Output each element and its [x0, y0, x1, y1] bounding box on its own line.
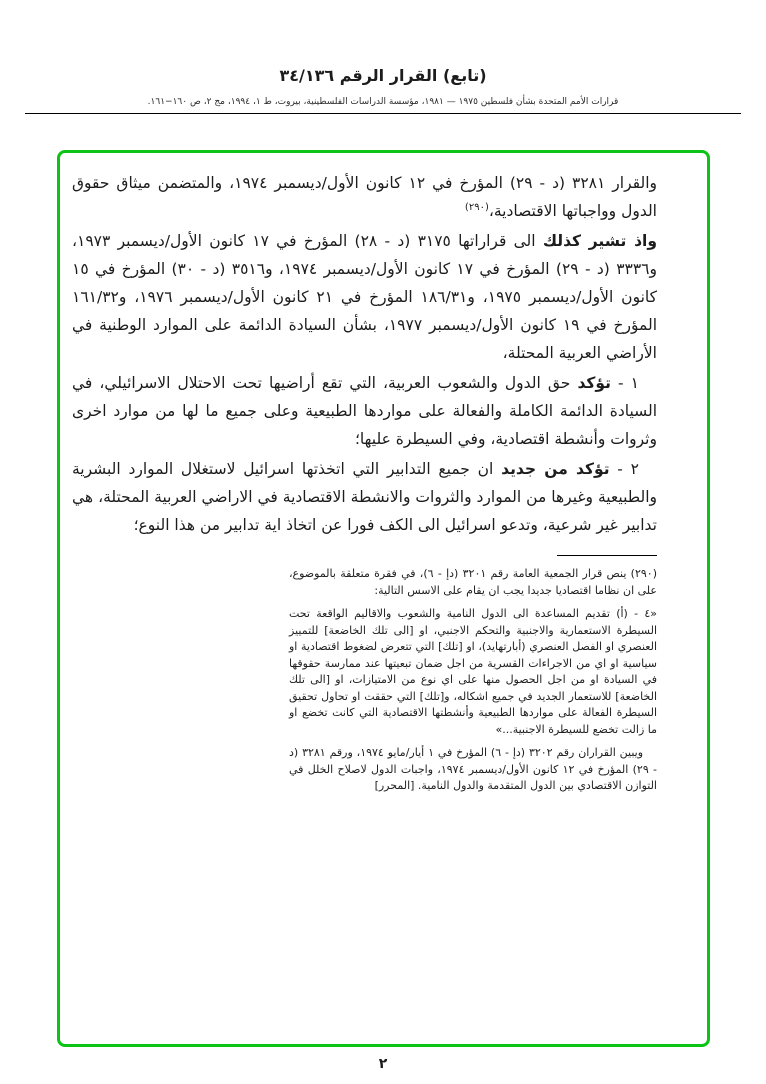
item-number: ٢ -	[609, 460, 639, 478]
page-title: (تابع) القرار الرقم ٣٤/١٣٦	[279, 66, 487, 85]
paragraph-text: حق الدول والشعوب العربية، التي تقع أراضيها تحت الاحتلال الاسرائيلي، في السيادة الدائمة الكاملة والفعالة على مواردها الطبيعية وعلى جميع ما لها من موارد اخرى وثروات وأنشطة اقتصادية، وفي السيطرة عليها؛	[72, 374, 657, 448]
item-number: ١ -	[610, 374, 639, 392]
bold-lead: تؤكد	[577, 374, 611, 392]
footnote-paragraph: ويبين القراران رقم ٣٢٠٢ (دإ - ٦) المؤرخ في ١ أيار/مايو ١٩٧٤، ورقم ٣٢٨١ (د - ٢٩) المؤرخ في ١٢ كانون الأول/ديسمبر ١٩٧٤، واجبات الدول لاصلاح الخلل في التوازن الاقتصادي بين الدول المتقدمة والدول النامية. [المحرر]	[289, 746, 658, 792]
footnote-divider	[557, 555, 657, 556]
paragraph-text: والقرار ٣٢٨١ (د - ٢٩) المؤرخ في ١٢ كانون الأول/ديسمبر ١٩٧٤، والمتضمن ميثاق حقوق الدول وواجباتها الاقتصادية،	[72, 174, 658, 220]
footnote-paragraph: (٢٩٠) ينص قرار الجمعية العامة رقم ٣٢٠١ (دإ - ٦)، في فقرة متعلقة بالموضوع، على ان نظاما اقتصاديا جديدا يجب ان يقام على الاسس التالية:	[289, 567, 657, 597]
footnote-paragraph: «٤ - (أ) تقديم المساعدة الى الدول النامية والشعوب والاقاليم الواقعة تحت السيطرة الاستعمارية والاجنبية والتحكم الاجنبي، او [الى تلك الخاضعة] للتمييز العنصري او الفصل العنصري (أبارتهايد)، او [تلك] التي تتعرض لضغوط اقتصادية او سياسية او اي من الاجراءات القسرية من اجل ضمان تبعيتها عند ممارسة حقوقها في السيادة او من اجل الحصول منها على اي نوع من الامتيازات، او [الى تلك الخاضعة] للاستعمار الجديد في جميع اشكاله، و[تلك] التي حققت او تحاول تحقيق السيطرة الفعالة على مواردها الطبيعية وأنشطتها الاقتصادية التي كانت تخضع او ما زالت تخضع للسيطرة الاجنبية...»	[289, 607, 657, 736]
paragraph-text: ان جميع التدابير التي اتخذتها اسرائيل لاستغلال الموارد البشرية والطبيعية وغيرها من الموارد والثروات والانشطة الاقتصادية في الاراضي العربية المحتلة، هي تدابير غير شرعية، وتدعو اسرائيل الى الكف فورا عن اتخاذ اية تدابير من هذا النوع؛	[72, 460, 657, 534]
bold-lead: واذ تشير كذلك	[542, 232, 657, 250]
paragraph-text: الى قراراتها ٣١٧٥ (د - ٢٨) المؤرخ في ١٧ كانون الأول/ديسمبر ١٩٧٣، و٣٣٣٦ (د - ٢٩) المؤرخ في ١٧ كانون الأول/ديسمبر ١٩٧٤، و٣٥١٦ (د - ٣٠) المؤرخ في ١٥ كانون الأول/ديسمبر ١٩٧٥، و١٨٦/٣١ المؤرخ في ٢١ كانون الأول/ديسمبر ١٩٧٦، و١٦١/٣٢ المؤرخ في ١٩ كانون الأول/ديسمبر ١٩٧٧، بشأن السيادة الدائمة على الموارد الوطنية في الأراضي العربية المحتلة،	[72, 232, 658, 362]
body-paragraph	[72, 227, 657, 367]
highlight-box	[57, 150, 710, 1047]
body-paragraph	[72, 169, 657, 225]
body-paragraph	[72, 369, 657, 453]
body-paragraph	[72, 455, 657, 539]
footnote-reference: (٢٩٠)	[464, 201, 489, 213]
resolution-text	[72, 169, 657, 539]
bold-lead: تؤكد من جديد	[501, 460, 610, 478]
page-number: ٢	[378, 1056, 388, 1072]
footnote-block	[289, 555, 657, 795]
source-citation: قرارات الأمم المتحدة بشأن فلسطين ١٩٧٥ — ١٩٨١، مؤسسة الدراسات الفلسطينية، بيروت، ط ١، ١٩٩٤، مج ٢، ص ١٦٠−١٦١.	[147, 97, 619, 107]
header-divider	[25, 113, 741, 114]
